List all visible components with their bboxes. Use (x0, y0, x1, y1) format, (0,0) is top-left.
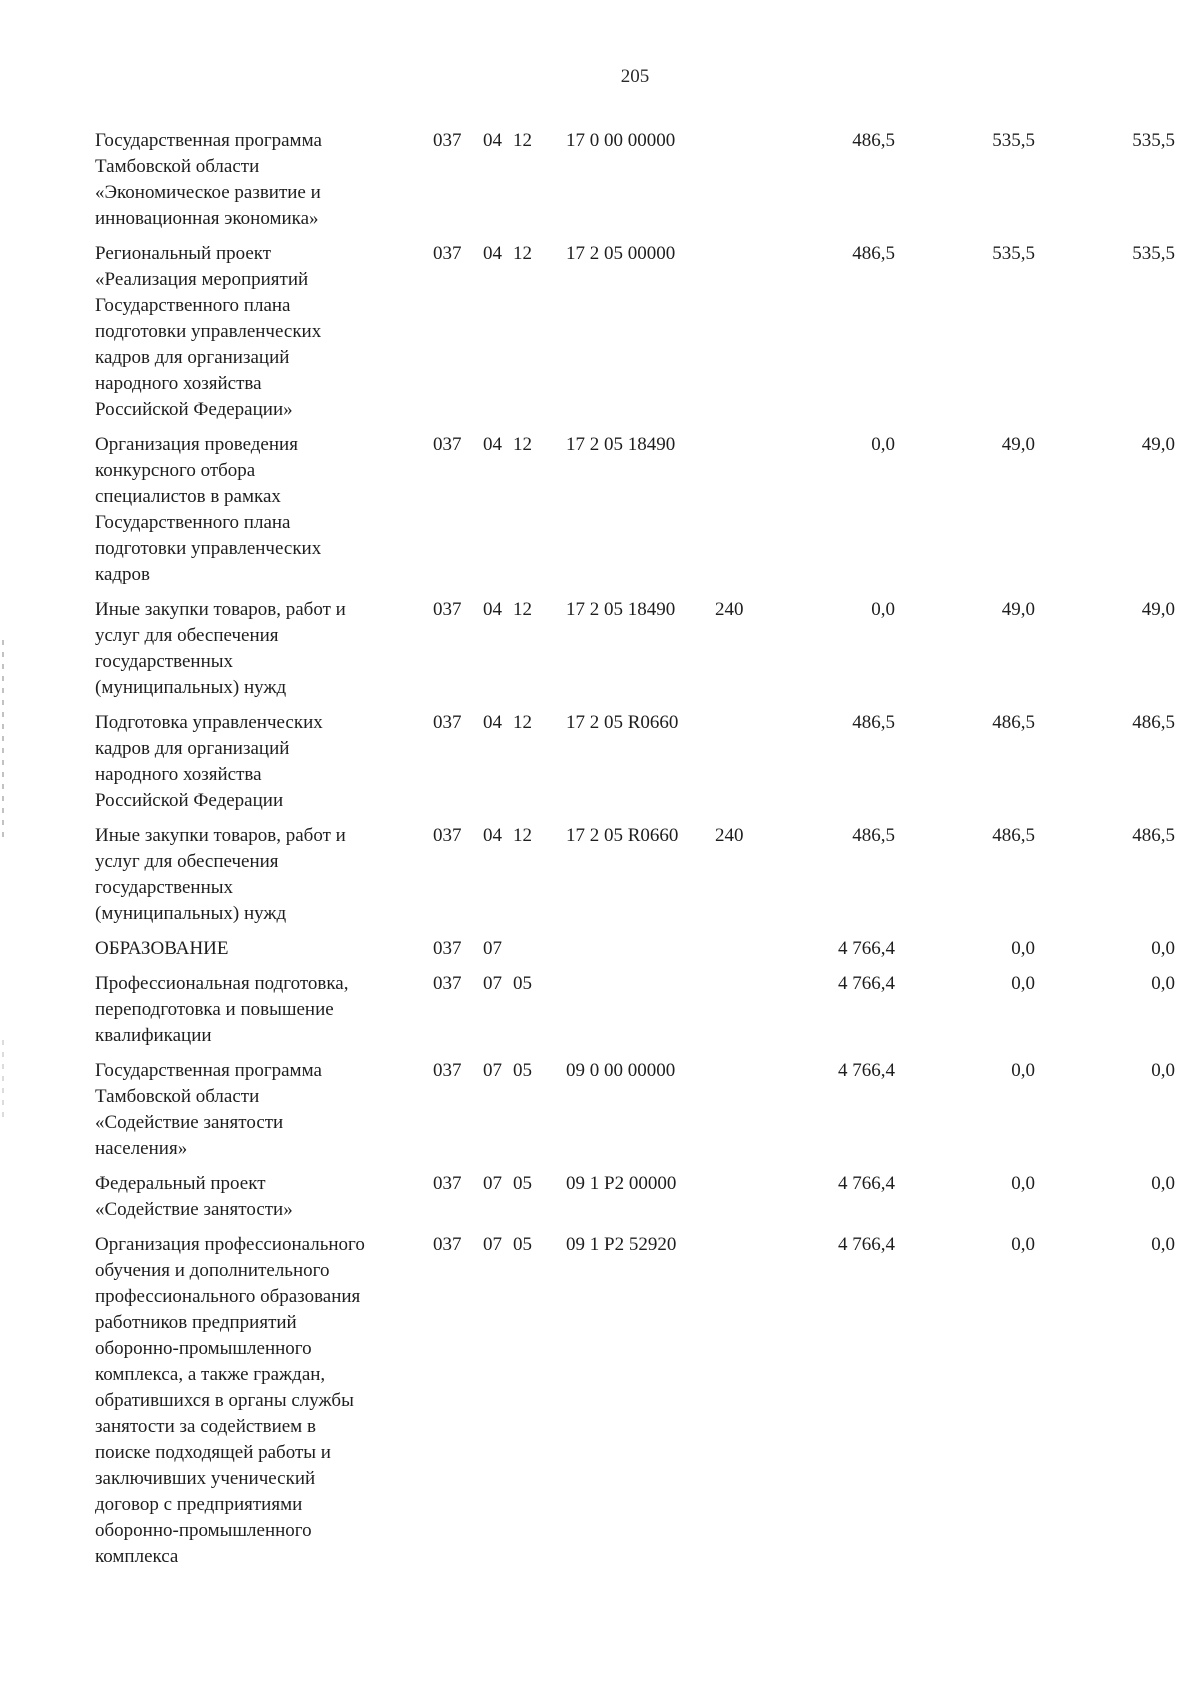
rz-code: 07 (483, 1060, 502, 1081)
page-number: 205 (620, 66, 650, 87)
amount-year-1: 4 766,4 (838, 1234, 895, 1255)
rz-code: 07 (483, 1173, 502, 1194)
pr-code: 05 (513, 1234, 532, 1255)
table-row (95, 125, 1175, 238)
expense-name: Региональный проект «Реализация мероприятий Государственного плана подготовки управленческих кадров для организаций народного хозяйства Российской Федерации» (95, 243, 322, 420)
amount-year-3: 486,5 (1132, 712, 1175, 733)
gr-code: 037 (433, 434, 462, 455)
table-row (95, 1168, 1175, 1229)
amount-year-2: 535,5 (992, 130, 1035, 151)
csr-code: 17 2 05 00000 (566, 243, 676, 264)
amount-year-3: 0,0 (1151, 938, 1175, 959)
amount-year-1: 4 766,4 (838, 973, 895, 994)
rz-code: 07 (483, 1234, 502, 1255)
amount-year-3: 0,0 (1151, 973, 1175, 994)
amount-year-2: 535,5 (992, 243, 1035, 264)
expense-name: Организация профессионального обучения и дополнительного профессионального образования работников предприятий оборонно-промышленного комплекса, а также граждан, обратившихся в органы службы занятости за содействием в поиске подходящей работы и заключивших ученический договор с предприятиями оборонно-промышленного комплекса (95, 1234, 365, 1567)
rz-code: 04 (483, 599, 502, 620)
amount-year-1: 486,5 (852, 130, 895, 151)
expense-name: Профессиональная подготовка, переподготовка и повышение квалификации (95, 973, 349, 1046)
gr-code: 037 (433, 973, 462, 994)
amount-year-3: 0,0 (1151, 1173, 1175, 1194)
rz-code: 04 (483, 712, 502, 733)
gr-code: 037 (433, 1060, 462, 1081)
rz-code: 04 (483, 434, 502, 455)
gr-code: 037 (433, 1234, 462, 1255)
amount-year-3: 49,0 (1141, 434, 1175, 455)
amount-year-2: 49,0 (1001, 434, 1035, 455)
rz-code: 04 (483, 243, 502, 264)
csr-code: 17 2 05 18490 (566, 434, 676, 455)
expense-name: Государственная программа Тамбовской области «Содействие занятости населения» (95, 1060, 322, 1159)
csr-code: 17 2 05 R0660 (566, 825, 679, 846)
csr-code: 09 1 P2 52920 (566, 1234, 677, 1255)
amount-year-3: 0,0 (1151, 1234, 1175, 1255)
rz-code: 04 (483, 825, 502, 846)
amount-year-1: 486,5 (852, 825, 895, 846)
amount-year-2: 486,5 (992, 825, 1035, 846)
scan-edge-mark (2, 1040, 4, 1120)
table-row (95, 1229, 1175, 1576)
pr-code: 05 (513, 973, 532, 994)
gr-code: 037 (433, 712, 462, 733)
amount-year-2: 0,0 (1011, 1060, 1035, 1081)
table-row (95, 429, 1175, 594)
table-row (95, 707, 1175, 820)
vr-code: 240 (715, 825, 744, 846)
csr-code: 17 0 00 00000 (566, 130, 676, 151)
amount-year-1: 0,0 (871, 434, 895, 455)
amount-year-1: 4 766,4 (838, 1060, 895, 1081)
csr-code: 17 2 05 18490 (566, 599, 676, 620)
table-row (95, 933, 1175, 968)
pr-code: 12 (513, 130, 532, 151)
pr-code: 05 (513, 1060, 532, 1081)
csr-code: 09 1 P2 00000 (566, 1173, 677, 1194)
amount-year-1: 486,5 (852, 712, 895, 733)
amount-year-2: 49,0 (1001, 599, 1035, 620)
amount-year-3: 535,5 (1132, 243, 1175, 264)
pr-code: 12 (513, 434, 532, 455)
gr-code: 037 (433, 599, 462, 620)
amount-year-2: 0,0 (1011, 1234, 1035, 1255)
amount-year-3: 49,0 (1141, 599, 1175, 620)
table-row (95, 1055, 1175, 1168)
pr-code: 12 (513, 712, 532, 733)
gr-code: 037 (433, 825, 462, 846)
amount-year-3: 535,5 (1132, 130, 1175, 151)
pr-code: 05 (513, 1173, 532, 1194)
gr-code: 037 (433, 1173, 462, 1194)
scan-edge-mark (2, 640, 4, 840)
rz-code: 07 (483, 938, 502, 959)
rz-code: 07 (483, 973, 502, 994)
gr-code: 037 (433, 938, 462, 959)
pr-code: 12 (513, 599, 532, 620)
expense-name: Иные закупки товаров, работ и услуг для обеспечения государственных (муниципальных) нужд (95, 599, 346, 698)
pr-code: 12 (513, 243, 532, 264)
amount-year-2: 486,5 (992, 712, 1035, 733)
amount-year-3: 0,0 (1151, 1060, 1175, 1081)
amount-year-1: 4 766,4 (838, 938, 895, 959)
expense-name: Государственная программа Тамбовской области «Экономическое развитие и инновационная экономика» (95, 130, 322, 229)
expense-name: Иные закупки товаров, работ и услуг для обеспечения государственных (муниципальных) нужд (95, 825, 346, 924)
amount-year-2: 0,0 (1011, 938, 1035, 959)
amount-year-1: 486,5 (852, 243, 895, 264)
budget-table (95, 125, 1175, 1576)
amount-year-1: 4 766,4 (838, 1173, 895, 1194)
rz-code: 04 (483, 130, 502, 151)
amount-year-1: 0,0 (871, 599, 895, 620)
expense-name: Федеральный проект «Содействие занятости» (95, 1173, 293, 1220)
table-row (95, 238, 1175, 429)
vr-code: 240 (715, 599, 744, 620)
expense-name: Подготовка управленческих кадров для организаций народного хозяйства Российской Федерации (95, 712, 323, 811)
amount-year-3: 486,5 (1132, 825, 1175, 846)
pr-code: 12 (513, 825, 532, 846)
amount-year-2: 0,0 (1011, 973, 1035, 994)
expense-name: Организация проведения конкурсного отбора специалистов в рамках Государственного плана подготовки управленческих кадров (95, 434, 322, 585)
table-row (95, 594, 1175, 707)
gr-code: 037 (433, 243, 462, 264)
table-row (95, 968, 1175, 1055)
expense-name: ОБРАЗОВАНИЕ (95, 938, 229, 959)
gr-code: 037 (433, 130, 462, 151)
amount-year-2: 0,0 (1011, 1173, 1035, 1194)
csr-code: 09 0 00 00000 (566, 1060, 676, 1081)
csr-code: 17 2 05 R0660 (566, 712, 679, 733)
table-row (95, 820, 1175, 933)
